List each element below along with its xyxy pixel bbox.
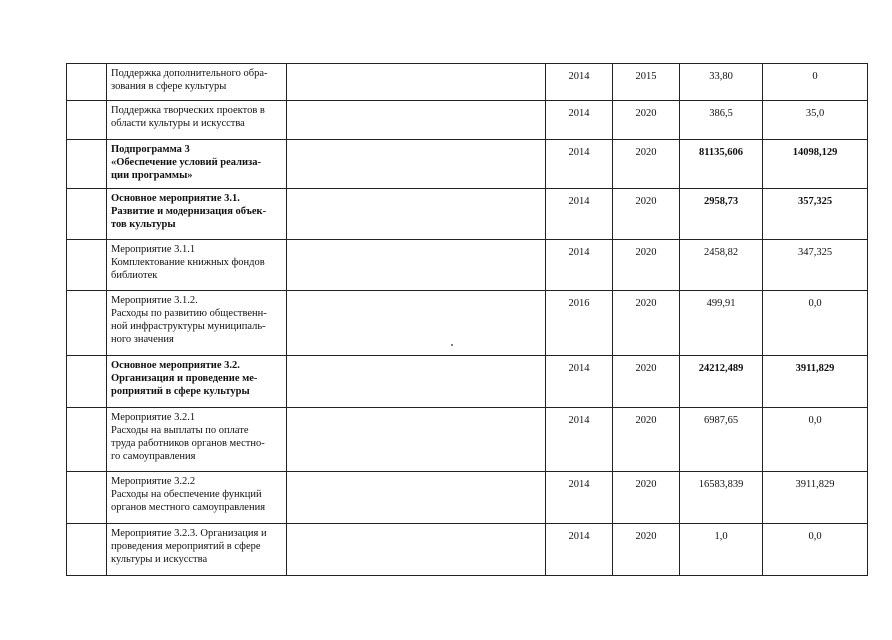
row-index-cell [67,140,107,189]
activity-name-cell: Подпрограмма 3 «Обеспечение условий реализа- ции программы» [107,140,287,189]
row-index-cell [67,524,107,576]
executor-cell [287,472,546,524]
budget-table [66,63,868,576]
amount-year-cell: 35,0 [763,101,868,140]
table-row [67,101,868,140]
executor-cell [287,240,546,291]
executor-cell [287,101,546,140]
amount-total-cell: 81135,606 [680,140,763,189]
end-year-cell: 2020 [613,472,680,524]
amount-year-cell: 0,0 [763,291,868,356]
end-year-cell: 2020 [613,408,680,472]
row-index-cell [67,189,107,240]
table-row [67,291,868,356]
amount-total-cell: 386,5 [680,101,763,140]
end-year-cell: 2020 [613,524,680,576]
row-index-cell [67,64,107,101]
executor-cell [287,64,546,101]
activity-name-cell: Мероприятие 3.2.3. Организация и проведения мероприятий в сфере культуры и искусства [107,524,287,576]
amount-total-cell: 24212,489 [680,356,763,408]
table-row [67,189,868,240]
activity-name-cell: Мероприятие 3.1.2. Расходы по развитию общественн- ной инфраструктуры муниципаль- ного значения [107,291,287,356]
row-index-cell [67,101,107,140]
start-year-cell: 2014 [546,240,613,291]
executor-cell [287,140,546,189]
end-year-cell: 2020 [613,140,680,189]
table-row [67,524,868,576]
row-index-cell [67,408,107,472]
activity-name-cell: Поддержка творческих проектов в области культуры и искусства [107,101,287,140]
executor-cell [287,524,546,576]
executor-cell [287,408,546,472]
amount-total-cell: 33,80 [680,64,763,101]
activity-name-cell: Мероприятие 3.1.1 Комплектование книжных фондов библиотек [107,240,287,291]
executor-cell [287,356,546,408]
row-index-cell [67,240,107,291]
activity-name-cell: Основное мероприятие 3.2. Организация и проведение ме- роприятий в сфере культуры [107,356,287,408]
start-year-cell: 2014 [546,189,613,240]
activity-name-cell: Основное мероприятие 3.1. Развитие и модернизация объек- тов культуры [107,189,287,240]
table-row [67,408,868,472]
amount-total-cell: 6987,65 [680,408,763,472]
activity-name-cell: Мероприятие 3.2.1 Расходы на выплаты по оплате труда работников органов местно- го самоуправления [107,408,287,472]
end-year-cell: 2015 [613,64,680,101]
amount-year-cell: 3911,829 [763,472,868,524]
start-year-cell: 2016 [546,291,613,356]
table-row [67,140,868,189]
amount-year-cell: 3911,829 [763,356,868,408]
amount-total-cell: 2958,73 [680,189,763,240]
start-year-cell: 2014 [546,408,613,472]
amount-year-cell: 14098,129 [763,140,868,189]
amount-total-cell: 1,0 [680,524,763,576]
row-index-cell [67,291,107,356]
amount-year-cell: 0,0 [763,524,868,576]
end-year-cell: 2020 [613,101,680,140]
end-year-cell: 2020 [613,240,680,291]
start-year-cell: 2014 [546,472,613,524]
start-year-cell: 2014 [546,64,613,101]
table-row [67,356,868,408]
end-year-cell: 2020 [613,291,680,356]
table-row [67,64,868,101]
table-row [67,472,868,524]
row-index-cell [67,472,107,524]
amount-year-cell: 357,325 [763,189,868,240]
executor-cell [287,189,546,240]
amount-year-cell: 347,325 [763,240,868,291]
end-year-cell: 2020 [613,189,680,240]
end-year-cell: 2020 [613,356,680,408]
start-year-cell: 2014 [546,140,613,189]
executor-cell [287,291,546,356]
activity-name-cell: Поддержка дополнительного обра- зования в сфере культуры [107,64,287,101]
activity-name-cell: Мероприятие 3.2.2 Расходы на обеспечение функций органов местного самоуправления [107,472,287,524]
amount-total-cell: 16583,839 [680,472,763,524]
start-year-cell: 2014 [546,101,613,140]
start-year-cell: 2014 [546,524,613,576]
amount-total-cell: 499,91 [680,291,763,356]
row-index-cell [67,356,107,408]
amount-year-cell: 0 [763,64,868,101]
amount-total-cell: 2458,82 [680,240,763,291]
start-year-cell: 2014 [546,356,613,408]
scan-speck [451,344,453,346]
amount-year-cell: 0,0 [763,408,868,472]
table-row [67,240,868,291]
